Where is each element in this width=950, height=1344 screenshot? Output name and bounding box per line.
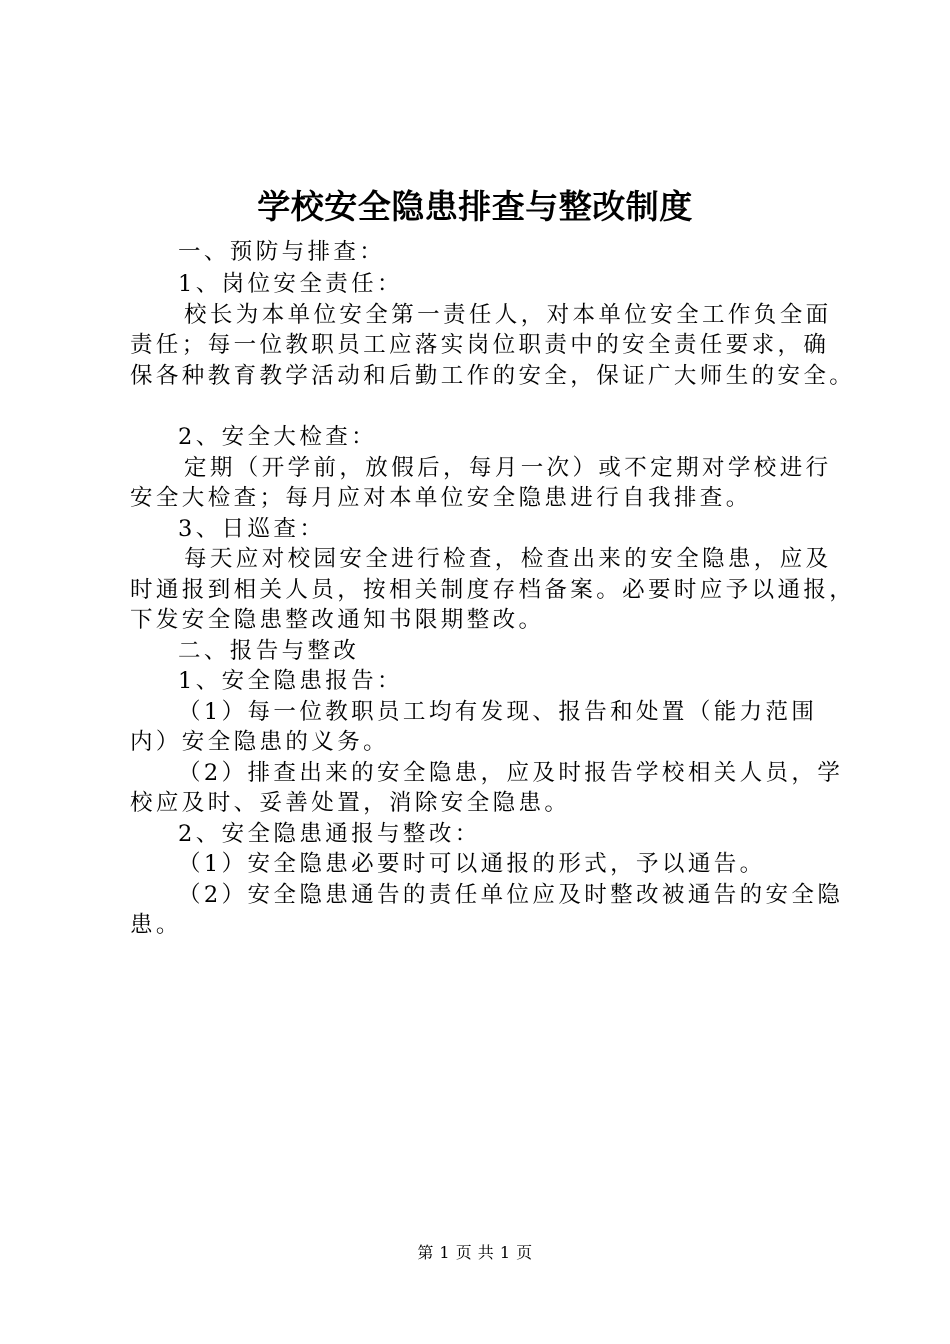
- subheading-hazard-report: 1、安全隐患报告：: [178, 668, 403, 694]
- subheading-safety-inspection: 2、安全大检查：: [178, 424, 378, 450]
- paragraph-line: 安全大检查；每月应对本单位安全隐患进行自我排查。: [130, 485, 752, 511]
- paragraph-line: （2）排查出来的安全隐患，应及时报告学校相关人员，学: [178, 760, 844, 786]
- section-heading-report-rectify: 二、报告与整改: [178, 638, 360, 664]
- section-heading-prevention: 一、预防与排查：: [178, 239, 386, 265]
- paragraph-line: 内）安全隐患的义务。: [130, 729, 390, 755]
- subheading-hazard-notice: 2、安全隐患通报与整改：: [178, 821, 481, 847]
- paragraph-line: （1）安全隐患必要时可以通报的形式，予以通告。: [178, 851, 766, 877]
- paragraph-line: 定期（开学前，放假后，每月一次）或不定期对学校进行: [184, 455, 832, 481]
- paragraph-line: 保各种教育教学活动和后勤工作的安全，保证广大师生的安全。: [130, 363, 856, 389]
- paragraph-line: 患。: [130, 912, 182, 938]
- subheading-daily-patrol: 3、日巡查：: [178, 516, 326, 542]
- page-footer: 第 1 页 共 1 页: [417, 1243, 533, 1262]
- document-title: 学校安全隐患排查与整改制度: [257, 187, 693, 226]
- paragraph-line: 校应及时、妥善处置，消除安全隐患。: [130, 790, 571, 816]
- subheading-post-responsibility: 1、岗位安全责任：: [178, 271, 403, 297]
- paragraph-line: 责任；每一位教职员工应落实岗位职责中的安全责任要求，确: [130, 332, 830, 358]
- paragraph-line: 每天应对校园安全进行检查，检查出来的安全隐患，应及: [184, 546, 832, 572]
- paragraph-line: 时通报到相关人员，按相关制度存档备案。必要时应予以通报，: [130, 577, 856, 603]
- paragraph-line: 校长为本单位安全第一责任人，对本单位安全工作负全面: [184, 302, 832, 328]
- paragraph-line: （2）安全隐患通告的责任单位应及时整改被通告的安全隐: [178, 882, 844, 908]
- paragraph-line: （1）每一位教职员工均有发现、报告和处置（能力范围: [178, 699, 818, 725]
- paragraph-line: 下发安全隐患整改通知书限期整改。: [130, 607, 545, 633]
